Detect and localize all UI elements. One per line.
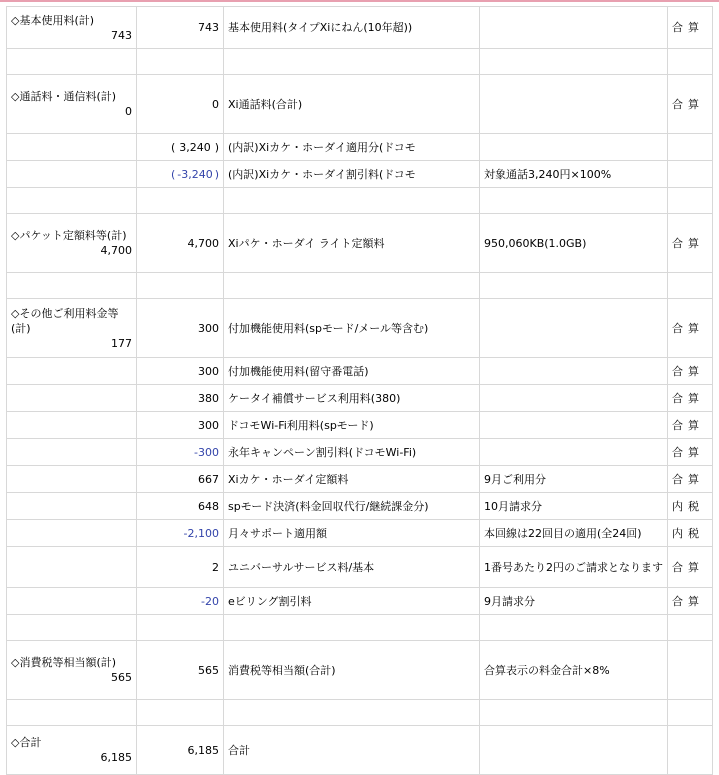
category-cell [7,641,137,700]
note-cell: 9月請求分 [480,588,668,615]
description-cell: 付加機能使用料(spモード/メール等含む) [224,299,480,358]
category-row [7,7,713,49]
note-cell [480,412,668,439]
detail-row [7,466,713,493]
amount-cell [137,412,224,439]
empty-cell [137,188,224,214]
category-cell [7,299,137,358]
category-cell [7,493,137,520]
amount-value: 743 [198,21,219,34]
empty-cell [224,273,480,299]
amount-cell [137,520,224,547]
note-cell: 本回線は22回目の適用(全24回) [480,520,668,547]
category-cell [7,134,137,161]
open-paren: ( [171,140,176,154]
empty-cell [224,615,480,641]
tax-type-cell: 合算 [668,466,713,493]
amount-value: 380 [198,391,219,405]
top-divider [0,0,719,2]
amount-cell [137,75,224,134]
empty-cell [224,49,480,75]
empty-cell [668,700,713,726]
description-cell: (内訳)Xiカケ・ホーダイ割引料(ドコモ [224,161,480,188]
spacer-row [7,615,713,641]
amount-value: 2 [212,560,219,574]
description-cell: 消費税等相当額(合計) [224,641,480,700]
category-total: 4,700 [100,244,132,257]
amount-value: 648 [198,499,219,513]
tax-type-cell: 内税 [668,520,713,547]
amount-cell [137,161,224,188]
note-cell [480,358,668,385]
category-name: ◇その他ご利用料金等(計) [11,306,119,335]
empty-cell [668,188,713,214]
category-row [7,299,713,358]
detail-row [7,439,713,466]
detail-row [7,547,713,588]
amount-value: 300 [198,364,219,378]
empty-cell [7,700,137,726]
amount-value: -3,240 [177,167,213,181]
billing-detail-table [6,6,713,775]
tax-type-cell: 合算 [668,299,713,358]
category-name: ◇パケット定額料等(計) [11,229,127,242]
description-cell: eビリング割引料 [224,588,480,615]
description-cell: Xiパケ・ホーダイ ライト定額料 [224,214,480,273]
empty-cell [668,49,713,75]
category-cell [7,358,137,385]
tax-type-cell [668,726,713,775]
tax-type-cell: 合算 [668,214,713,273]
amount-cell [137,214,224,273]
category-total: 0 [125,105,132,118]
detail-row [7,588,713,615]
spacer-row [7,273,713,299]
amount-cell [137,358,224,385]
category-cell [7,547,137,588]
close-paren: ) [214,167,219,181]
note-cell [480,439,668,466]
amount-cell [137,466,224,493]
category-cell [7,385,137,412]
category-name: ◇通話料・通信料(計) [11,90,117,103]
open-paren: ( [171,167,176,181]
empty-cell [224,188,480,214]
note-cell [480,299,668,358]
tax-type-cell [668,134,713,161]
amount-value: 0 [212,97,219,111]
category-cell [7,588,137,615]
amount-cell [137,493,224,520]
category-cell [7,439,137,466]
tax-type-cell: 内税 [668,493,713,520]
category-row [7,75,713,134]
empty-cell [224,700,480,726]
note-cell [480,7,668,49]
amount-cell [137,726,224,775]
amount-value: 3,240 [179,140,211,154]
description-cell: Xi通話料(合計) [224,75,480,134]
description-cell: 基本使用料(タイプXiにねん(10年超)) [224,7,480,49]
description-cell: 合計 [224,726,480,775]
amount-cell [137,439,224,466]
tax-type-cell: 合算 [668,385,713,412]
note-cell: 9月ご利用分 [480,466,668,493]
detail-row [7,412,713,439]
amount-value: 667 [198,472,219,486]
amount-cell [137,547,224,588]
amount-cell [137,385,224,412]
detail-row [7,385,713,412]
empty-cell [668,273,713,299]
category-cell [7,75,137,134]
description-cell: 永年キャンペーン割引料(ドコモWi-Fi) [224,439,480,466]
note-cell [480,134,668,161]
category-name: ◇基本使用料(計) [11,13,95,27]
empty-cell [7,49,137,75]
note-cell [480,385,668,412]
category-cell [7,214,137,273]
amount-parenthesized [171,167,219,182]
tax-type-cell: 合算 [668,358,713,385]
empty-cell [668,615,713,641]
tax-type-cell [668,641,713,700]
spacer-row [7,49,713,75]
tax-type-cell [668,161,713,188]
empty-cell [480,615,668,641]
amount-value: 4,700 [187,236,219,250]
tax-type-cell: 合算 [668,439,713,466]
amount-value: -300 [194,445,219,459]
category-cell [7,412,137,439]
amount-value: 6,185 [187,743,219,757]
detail-row [7,493,713,520]
description-cell: 付加機能使用料(留守番電話) [224,358,480,385]
amount-cell [137,7,224,49]
tax-type-cell: 合算 [668,75,713,134]
close-paren: ) [214,140,219,154]
description-cell: (内訳)Xiカケ・ホーダイ適用分(ドコモ [224,134,480,161]
note-cell: 合算表示の料金合計×8% [480,641,668,700]
note-cell: 対象通話3,240円×100% [480,161,668,188]
empty-cell [480,188,668,214]
category-row [7,726,713,775]
note-cell: 950,060KB(1.0GB) [480,214,668,273]
category-cell [7,726,137,775]
amount-cell [137,641,224,700]
empty-cell [7,615,137,641]
category-total: 177 [111,336,132,350]
note-cell: 1番号あたり2円のご請求となります [480,547,668,588]
empty-cell [137,700,224,726]
empty-cell [480,273,668,299]
amount-value: 565 [198,663,219,677]
tax-type-cell: 合算 [668,7,713,49]
amount-value: 300 [198,418,219,432]
note-cell [480,726,668,775]
empty-cell [7,188,137,214]
category-cell [7,520,137,547]
detail-row [7,520,713,547]
description-cell: Xiカケ・ホーダイ定額料 [224,466,480,493]
category-row [7,641,713,700]
tax-type-cell: 合算 [668,588,713,615]
note-cell [480,75,668,134]
category-total: 565 [111,671,132,684]
category-name: ◇合計 [11,736,42,749]
category-name: ◇消費税等相当額(計) [11,656,117,669]
detail-row [7,358,713,385]
description-cell: ユニバーサルサービス料/基本 [224,547,480,588]
tax-type-cell: 合算 [668,547,713,588]
amount-cell [137,299,224,358]
amount-parenthesized [171,140,219,155]
amount-cell [137,134,224,161]
tax-type-cell: 合算 [668,412,713,439]
detail-row [7,134,713,161]
empty-cell [137,273,224,299]
description-cell: ケータイ補償サービス利用料(380) [224,385,480,412]
category-row [7,214,713,273]
category-cell [7,466,137,493]
description-cell: spモード決済(料金回収代行/継続課金分) [224,493,480,520]
category-total: 6,185 [100,751,132,764]
category-cell [7,161,137,188]
category-total: 743 [111,28,132,42]
description-cell: ドコモWi-Fi利用料(spモード) [224,412,480,439]
category-cell [7,7,137,49]
description-cell: 月々サポート適用額 [224,520,480,547]
empty-cell [480,700,668,726]
empty-cell [137,49,224,75]
amount-value: -20 [201,594,219,608]
note-cell: 10月請求分 [480,493,668,520]
spacer-row [7,188,713,214]
empty-cell [137,615,224,641]
spacer-row [7,700,713,726]
detail-row [7,161,713,188]
amount-cell [137,588,224,615]
amount-value: 300 [198,321,219,335]
empty-cell [480,49,668,75]
empty-cell [7,273,137,299]
amount-value: -2,100 [183,526,219,540]
